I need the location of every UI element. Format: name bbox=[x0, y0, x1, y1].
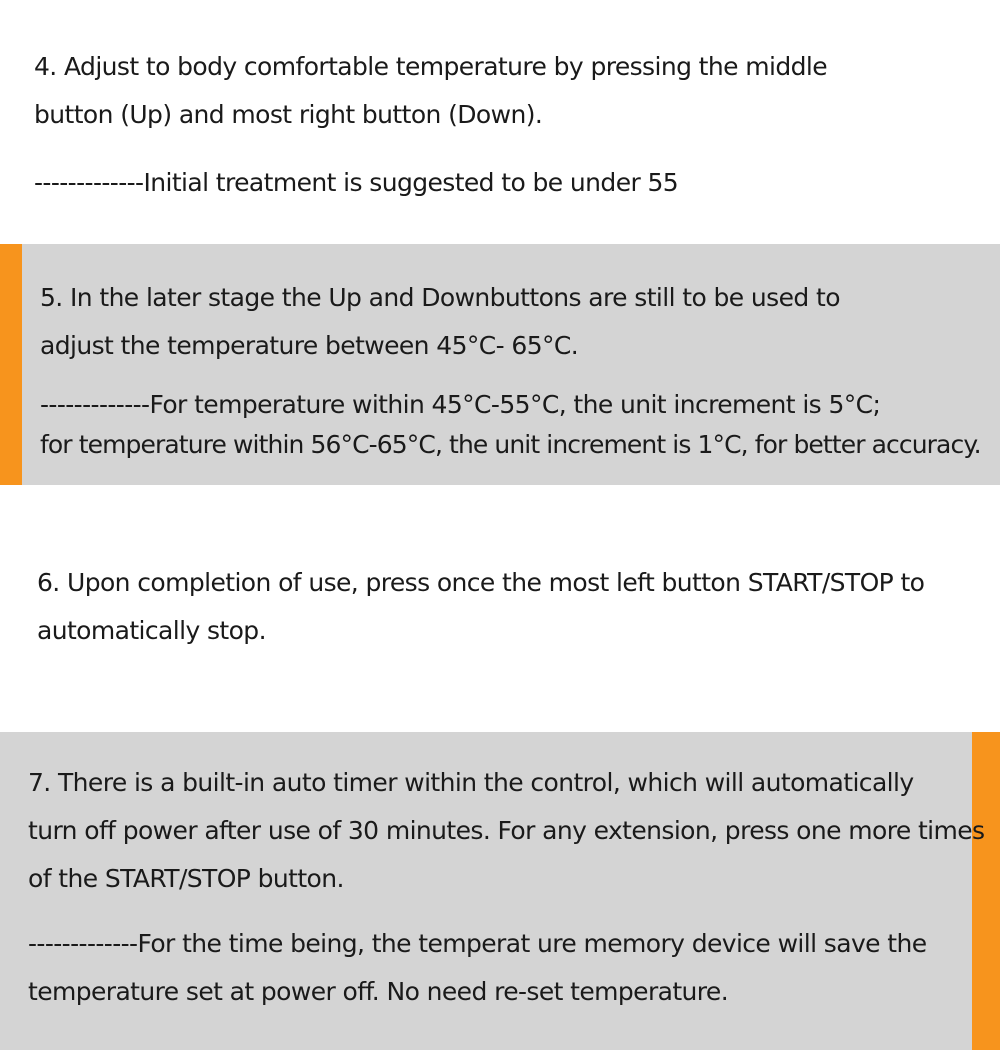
accent-bar-right bbox=[972, 732, 1000, 1050]
step-6-instruction-line-1: 6. Upon completion of use, press once the most left button START/STOP to bbox=[37, 568, 925, 597]
step-7-note-line-1: -------------For the time being, the temperat ure memory device will save the bbox=[28, 929, 927, 958]
step-5-instruction-line-2: adjust the temperature between 45°C- 65°C. bbox=[40, 331, 579, 360]
step-5-instruction-line-1: 5. In the later stage the Up and Downbuttons are still to be used to bbox=[40, 283, 840, 312]
accent-bar-left bbox=[0, 244, 22, 485]
step-6-instruction-line-2: automatically stop. bbox=[37, 616, 266, 645]
step-7-instruction-line-1: 7. There is a built-in auto timer within the control, which will automatically bbox=[28, 768, 914, 797]
step-4-section bbox=[0, 0, 1000, 244]
step-7-note-line-2: temperature set at power off. No need re-set temperature. bbox=[28, 977, 729, 1006]
step-5-note-line-1: -------------For temperature within 45°C-55°C, the unit increment is 5°C; bbox=[40, 390, 881, 419]
step-5-section bbox=[0, 244, 1000, 485]
step-4-instruction-line-2: button (Up) and most right button (Down). bbox=[34, 100, 543, 129]
step-7-section bbox=[0, 732, 1000, 1050]
step-7-instruction-line-2: turn off power after use of 30 minutes. For any extension, press one more times bbox=[28, 816, 985, 845]
step-4-note: -------------Initial treatment is suggested to be under 55 bbox=[34, 168, 679, 197]
step-4-instruction-line-1: 4. Adjust to body comfortable temperature by pressing the middle bbox=[34, 52, 828, 81]
step-5-note-line-2: for temperature within 56°C-65°C, the unit increment is 1°C, for better accuracy. bbox=[40, 430, 981, 459]
step-7-instruction-line-3: of the START/STOP button. bbox=[28, 864, 344, 893]
step-6-section bbox=[0, 485, 1000, 732]
